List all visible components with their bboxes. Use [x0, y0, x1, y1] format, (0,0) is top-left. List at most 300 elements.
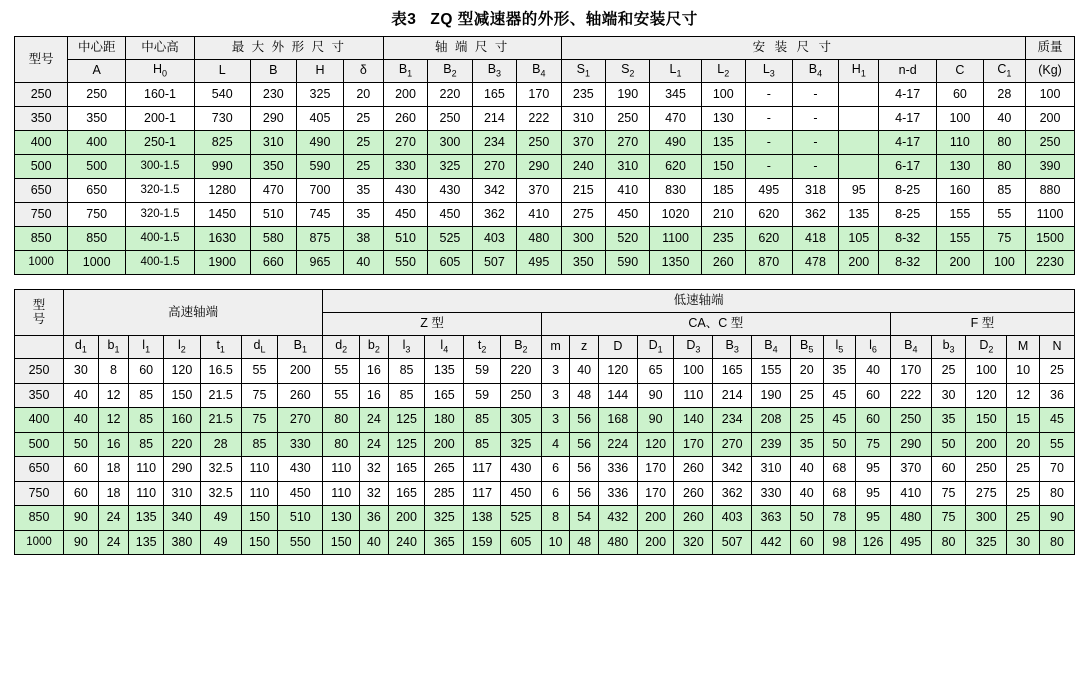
table-cell: 310: [606, 155, 650, 179]
table-cell: 400-1.5: [126, 227, 195, 251]
header-col-b1: $b_1$: [98, 336, 129, 359]
table-cell: 25: [343, 131, 383, 155]
table-cell: 1900: [194, 251, 250, 275]
table-cell: 4-17: [879, 131, 937, 155]
table-cell: 825: [194, 131, 250, 155]
table-cell: 40: [790, 481, 823, 506]
table-cell: 165: [388, 481, 425, 506]
table-number: 表3: [391, 11, 417, 28]
table-cell: 260: [383, 107, 427, 131]
table-cell: 10: [1007, 359, 1040, 384]
table-cell: 500: [68, 155, 126, 179]
table-cell: 125: [388, 408, 425, 433]
table-cell: 432: [598, 506, 637, 531]
table-cell: 30: [1007, 530, 1040, 555]
table-row: [15, 457, 1075, 482]
table-cell: 75: [931, 506, 966, 531]
table-cell: 250: [517, 131, 561, 155]
table-cell: 330: [278, 432, 323, 457]
table-cell: 830: [650, 179, 701, 203]
table-cell: -: [746, 83, 793, 107]
table-cell: 49: [200, 530, 241, 555]
table-cell: 60: [931, 457, 966, 482]
table-cell: 520: [606, 227, 650, 251]
table-cell: 95: [839, 179, 879, 203]
table-cell: 403: [713, 506, 752, 531]
table-cell: 300: [966, 506, 1007, 531]
table-cell: 110: [241, 481, 278, 506]
table-cell: 95: [856, 506, 891, 531]
table-cell: 250: [606, 107, 650, 131]
table-cell: 214: [713, 383, 752, 408]
table-cell: 90: [64, 530, 99, 555]
table-cell: 120: [637, 432, 674, 457]
table-cell: 214: [472, 107, 516, 131]
header-col-l5: $l_5$: [823, 336, 856, 359]
table-cell: 200-1: [126, 107, 195, 131]
table-cell: 6-17: [879, 155, 937, 179]
table-cell: 85: [129, 432, 164, 457]
table-cell: 100: [937, 107, 984, 131]
table-cell: 470: [250, 179, 297, 203]
table-cell: 60: [856, 408, 891, 433]
table-cell: 78: [823, 506, 856, 531]
table-title-text: ZQ 型减速器的外形、轴端和安装尺寸: [430, 11, 698, 28]
table-cell: 4-17: [879, 83, 937, 107]
table-row: [15, 506, 1075, 531]
table-cell: 230: [250, 83, 297, 107]
table-row: [15, 107, 1075, 131]
table-cell: 8: [98, 359, 129, 384]
row-model-label: 250: [15, 83, 68, 107]
header-low-speed-shaft: 低速轴端: [323, 290, 1075, 313]
table-cell: 160: [164, 408, 201, 433]
table-cell: 185: [701, 179, 745, 203]
table-cell: 507: [713, 530, 752, 555]
row-model-label: 1000: [15, 530, 64, 555]
table-row: [15, 251, 1075, 275]
table-cell: 40: [343, 251, 383, 275]
table-cell: 418: [792, 227, 839, 251]
table-cell: 540: [194, 83, 250, 107]
table-cell: 1000: [68, 251, 126, 275]
table-cell: 50: [823, 432, 856, 457]
table-cell: 620: [746, 203, 793, 227]
table-cell: 550: [383, 251, 427, 275]
table-cell: 30: [931, 383, 966, 408]
table-cell: 56: [570, 481, 599, 506]
shaft-end-table-head: [15, 290, 1075, 359]
table-cell: 8-32: [879, 251, 937, 275]
table-cell: 36: [1039, 383, 1074, 408]
table-cell: 24: [360, 408, 389, 433]
table-cell: 85: [241, 432, 278, 457]
table-cell: 120: [966, 383, 1007, 408]
table-cell: 590: [606, 251, 650, 275]
table-cell: 117: [464, 457, 501, 482]
table-cell: 700: [297, 179, 344, 203]
table-cell: 55: [323, 359, 360, 384]
table-cell: 660: [250, 251, 297, 275]
header-col-l6: $l_6$: [856, 336, 891, 359]
table-cell: 59: [464, 383, 501, 408]
table-cell: 95: [856, 457, 891, 482]
table-cell: 310: [164, 481, 201, 506]
table-cell: 224: [598, 432, 637, 457]
table-cell: 270: [278, 408, 323, 433]
table-cell: 270: [383, 131, 427, 155]
table-cell: 150: [241, 530, 278, 555]
table-cell: 310: [752, 457, 791, 482]
table-cell: 370: [517, 179, 561, 203]
table-cell: 168: [598, 408, 637, 433]
table-cell: 875: [297, 227, 344, 251]
table-cell: 208: [752, 408, 791, 433]
table-cell: 260: [674, 457, 713, 482]
table-cell: 200: [637, 506, 674, 531]
table-cell: [839, 83, 879, 107]
table-cell: 1020: [650, 203, 701, 227]
header-row-2: [15, 60, 1075, 83]
table-cell: 56: [570, 432, 599, 457]
table-cell: 290: [164, 457, 201, 482]
table-cell: 490: [650, 131, 701, 155]
table-cell: 370: [890, 457, 931, 482]
table-cell: 222: [890, 383, 931, 408]
table-cell: 35: [343, 179, 383, 203]
table-cell: 28: [983, 83, 1025, 107]
table-cell: 478: [792, 251, 839, 275]
table-cell: 510: [250, 203, 297, 227]
table-cell: 290: [250, 107, 297, 131]
header-col-B4: $B_4$: [517, 60, 561, 83]
table-cell: 190: [606, 83, 650, 107]
table-cell: 150: [966, 408, 1007, 433]
table-cell: 56: [570, 457, 599, 482]
header-col-B: B: [250, 60, 297, 83]
header-model-2: 型 号: [15, 290, 64, 336]
table-cell: 68: [823, 481, 856, 506]
row-model-label: 650: [15, 179, 68, 203]
table-cell: 330: [383, 155, 427, 179]
table-cell: 480: [517, 227, 561, 251]
table-cell: 250: [500, 383, 541, 408]
table-cell: 25: [343, 107, 383, 131]
header-col-t2: $t_2$: [464, 336, 501, 359]
table-cell: 70: [1039, 457, 1074, 482]
header-type-f: F 型: [890, 313, 1074, 336]
table-cell: 605: [500, 530, 541, 555]
header-col-L2: $L_2$: [701, 60, 745, 83]
table-cell: 260: [278, 383, 323, 408]
table-cell: 222: [517, 107, 561, 131]
table-cell: 80: [983, 155, 1025, 179]
table-cell: 470: [650, 107, 701, 131]
table-cell: 250-1: [126, 131, 195, 155]
table-cell: 430: [500, 457, 541, 482]
table-cell: 325: [428, 155, 472, 179]
table-cell: 40: [64, 383, 99, 408]
header-col-d2: $d_2$: [323, 336, 360, 359]
table-cell: 730: [194, 107, 250, 131]
header-col-C1: $C_1$: [983, 60, 1025, 83]
row-model-label: 400: [15, 408, 64, 433]
table-cell: 318: [792, 179, 839, 203]
table-cell: 442: [752, 530, 791, 555]
table-cell: 38: [343, 227, 383, 251]
table-cell: 170: [674, 432, 713, 457]
row-model-label: 850: [15, 506, 64, 531]
table-cell: 170: [637, 481, 674, 506]
table-cell: 200: [278, 359, 323, 384]
table-cell: 49: [200, 506, 241, 531]
table-cell: 430: [383, 179, 427, 203]
header-center-distance: 中心距: [68, 37, 126, 60]
row-model-label: 1000: [15, 251, 68, 275]
table-cell: 135: [129, 506, 164, 531]
table-cell: 75: [931, 481, 966, 506]
table-cell: 135: [425, 359, 464, 384]
table-cell: 4-17: [879, 107, 937, 131]
table-cell: 60: [64, 457, 99, 482]
header-col-S2: $S_2$: [606, 60, 650, 83]
table-cell: 110: [674, 383, 713, 408]
table-row: [15, 481, 1075, 506]
table-cell: 260: [701, 251, 745, 275]
table-cell: 270: [606, 131, 650, 155]
table-cell: -: [792, 155, 839, 179]
header-col-z: z: [570, 336, 599, 359]
table-cell: 32: [360, 457, 389, 482]
header-high-speed-shaft: 高速轴端: [64, 290, 323, 336]
table-cell: 880: [1026, 179, 1075, 203]
table-cell: -: [792, 83, 839, 107]
table-cell: 336: [598, 481, 637, 506]
table-cell: 68: [823, 457, 856, 482]
table-cell: 2230: [1026, 251, 1075, 275]
table-row: [15, 83, 1075, 107]
table-cell: 325: [966, 530, 1007, 555]
table-cell: 250: [890, 408, 931, 433]
table-cell: 16: [360, 359, 389, 384]
header-row-1: [15, 290, 1075, 313]
header-col-D1: $D_1$: [637, 336, 674, 359]
table-cell: 150: [701, 155, 745, 179]
table-cell: 200: [388, 506, 425, 531]
table-cell: 320: [674, 530, 713, 555]
table-cell: 25: [790, 383, 823, 408]
table-cell: 54: [570, 506, 599, 531]
table-cell: 507: [472, 251, 516, 275]
table-cell: 150: [323, 530, 360, 555]
table-cell: 300: [561, 227, 605, 251]
table-cell: 100: [983, 251, 1025, 275]
table-cell: 12: [98, 383, 129, 408]
table-cell: 745: [297, 203, 344, 227]
table-cell: 25: [931, 359, 966, 384]
table-cell: 55: [1039, 432, 1074, 457]
table-cell: 210: [701, 203, 745, 227]
table-row: [15, 131, 1075, 155]
table-cell: 362: [792, 203, 839, 227]
table-cell: 480: [890, 506, 931, 531]
row-model-label: 500: [15, 155, 68, 179]
table-cell: 50: [790, 506, 823, 531]
row-model-label: 350: [15, 107, 68, 131]
table-cell: 98: [823, 530, 856, 555]
header-col-B3-2: $B_3$: [713, 336, 752, 359]
table-cell: 95: [856, 481, 891, 506]
table-cell: 200: [966, 432, 1007, 457]
table-cell: 1630: [194, 227, 250, 251]
table-cell: 55: [241, 359, 278, 384]
header-type-ca-c: CA、C 型: [541, 313, 890, 336]
header-col-nd: n-d: [879, 60, 937, 83]
table-cell: 32.5: [200, 481, 241, 506]
table-cell: 55: [323, 383, 360, 408]
header-col-l4: $l_4$: [425, 336, 464, 359]
table-cell: 80: [983, 131, 1025, 155]
table-cell: 430: [278, 457, 323, 482]
table-cell: 240: [388, 530, 425, 555]
header-col-B1: $B_1$: [383, 60, 427, 83]
table-cell: 48: [570, 383, 599, 408]
header-col-B2-2: $B_2$: [500, 336, 541, 359]
table-cell: 190: [752, 383, 791, 408]
table-cell: 165: [388, 457, 425, 482]
table-cell: 310: [250, 131, 297, 155]
table-cell: 8-25: [879, 179, 937, 203]
table-cell: 410: [890, 481, 931, 506]
table-cell: 620: [650, 155, 701, 179]
header-model: 型号: [15, 37, 68, 83]
row-model-label: 250: [15, 359, 64, 384]
table-cell: 270: [713, 432, 752, 457]
table-cell: 200: [425, 432, 464, 457]
table-row: [15, 359, 1075, 384]
table-cell: 155: [937, 203, 984, 227]
table-cell: 24: [98, 506, 129, 531]
table-cell: 85: [129, 408, 164, 433]
table-cell: 290: [517, 155, 561, 179]
table-cell: 403: [472, 227, 516, 251]
table-cell: 495: [890, 530, 931, 555]
table-cell: [839, 107, 879, 131]
table-cell: 18: [98, 481, 129, 506]
header-col-m: m: [541, 336, 570, 359]
table-cell: 4: [541, 432, 570, 457]
table-cell: 110: [937, 131, 984, 155]
table-cell: 750: [68, 203, 126, 227]
table-cell: 220: [428, 83, 472, 107]
table-cell: 20: [790, 359, 823, 384]
table-cell: 340: [164, 506, 201, 531]
table-cell: 250: [1026, 131, 1075, 155]
table-row: [15, 530, 1075, 555]
table-cell: 130: [323, 506, 360, 531]
table-cell: 275: [966, 481, 1007, 506]
table-cell: 362: [472, 203, 516, 227]
table-cell: 85: [388, 359, 425, 384]
table-cell: 60: [129, 359, 164, 384]
table-cell: 265: [425, 457, 464, 482]
table-cell: -: [746, 131, 793, 155]
table-cell: 370: [561, 131, 605, 155]
table-cell: 200: [383, 83, 427, 107]
shaft-end-table: [14, 289, 1075, 555]
table-cell: 165: [472, 83, 516, 107]
table-cell: 40: [64, 408, 99, 433]
table-cell: 120: [598, 359, 637, 384]
table-cell: 430: [428, 179, 472, 203]
header-col-b3: $b_3$: [931, 336, 966, 359]
header-max-outline: 最 大 外 形 尺 寸: [194, 37, 383, 60]
table-cell: 285: [425, 481, 464, 506]
table-cell: 80: [323, 408, 360, 433]
row-model-label: 400: [15, 131, 68, 155]
table-cell: 3: [541, 359, 570, 384]
table-cell: 50: [931, 432, 966, 457]
table-cell: 90: [637, 383, 674, 408]
row-model-label: 350: [15, 383, 64, 408]
header-col-B1-2: $B_1$: [278, 336, 323, 359]
table-cell: 235: [701, 227, 745, 251]
table-cell: 165: [713, 359, 752, 384]
dimensions-table: [14, 36, 1075, 275]
header-col-delta: δ: [343, 60, 383, 83]
table-cell: 650: [68, 179, 126, 203]
table-cell: 80: [931, 530, 966, 555]
table-cell: 8-25: [879, 203, 937, 227]
table-cell: 25: [790, 408, 823, 433]
header-col-dL: $d_L$: [241, 336, 278, 359]
table-cell: 200: [637, 530, 674, 555]
table-cell: 85: [388, 383, 425, 408]
table-cell: 100: [1026, 83, 1075, 107]
row-model-label: 500: [15, 432, 64, 457]
table-cell: 126: [856, 530, 891, 555]
table-cell: 342: [713, 457, 752, 482]
table-cell: 144: [598, 383, 637, 408]
table-cell: 150: [164, 383, 201, 408]
table-row: [15, 408, 1075, 433]
table-cell: 35: [823, 359, 856, 384]
header-col-L: L: [194, 60, 250, 83]
table-cell: 110: [129, 457, 164, 482]
table-cell: 410: [517, 203, 561, 227]
header-col-D3: $D_3$: [674, 336, 713, 359]
header-mass: 质量: [1026, 37, 1075, 60]
table-cell: 215: [561, 179, 605, 203]
table-cell: 110: [129, 481, 164, 506]
table-cell: 60: [790, 530, 823, 555]
table-cell: 59: [464, 359, 501, 384]
table-cell: 25: [1007, 481, 1040, 506]
table-cell: 16: [360, 383, 389, 408]
table-cell: 60: [64, 481, 99, 506]
table-cell: 55: [983, 203, 1025, 227]
header-type-z: Z 型: [323, 313, 541, 336]
table-cell: 85: [129, 383, 164, 408]
table-cell: 200: [1026, 107, 1075, 131]
table-cell: 325: [425, 506, 464, 531]
header-mounting: 安 装 尺 寸: [561, 37, 1025, 60]
header-col-l2: $l_2$: [164, 336, 201, 359]
table-cell: 200: [937, 251, 984, 275]
table-cell: [839, 131, 879, 155]
table-cell: 110: [323, 481, 360, 506]
table-cell: 270: [472, 155, 516, 179]
